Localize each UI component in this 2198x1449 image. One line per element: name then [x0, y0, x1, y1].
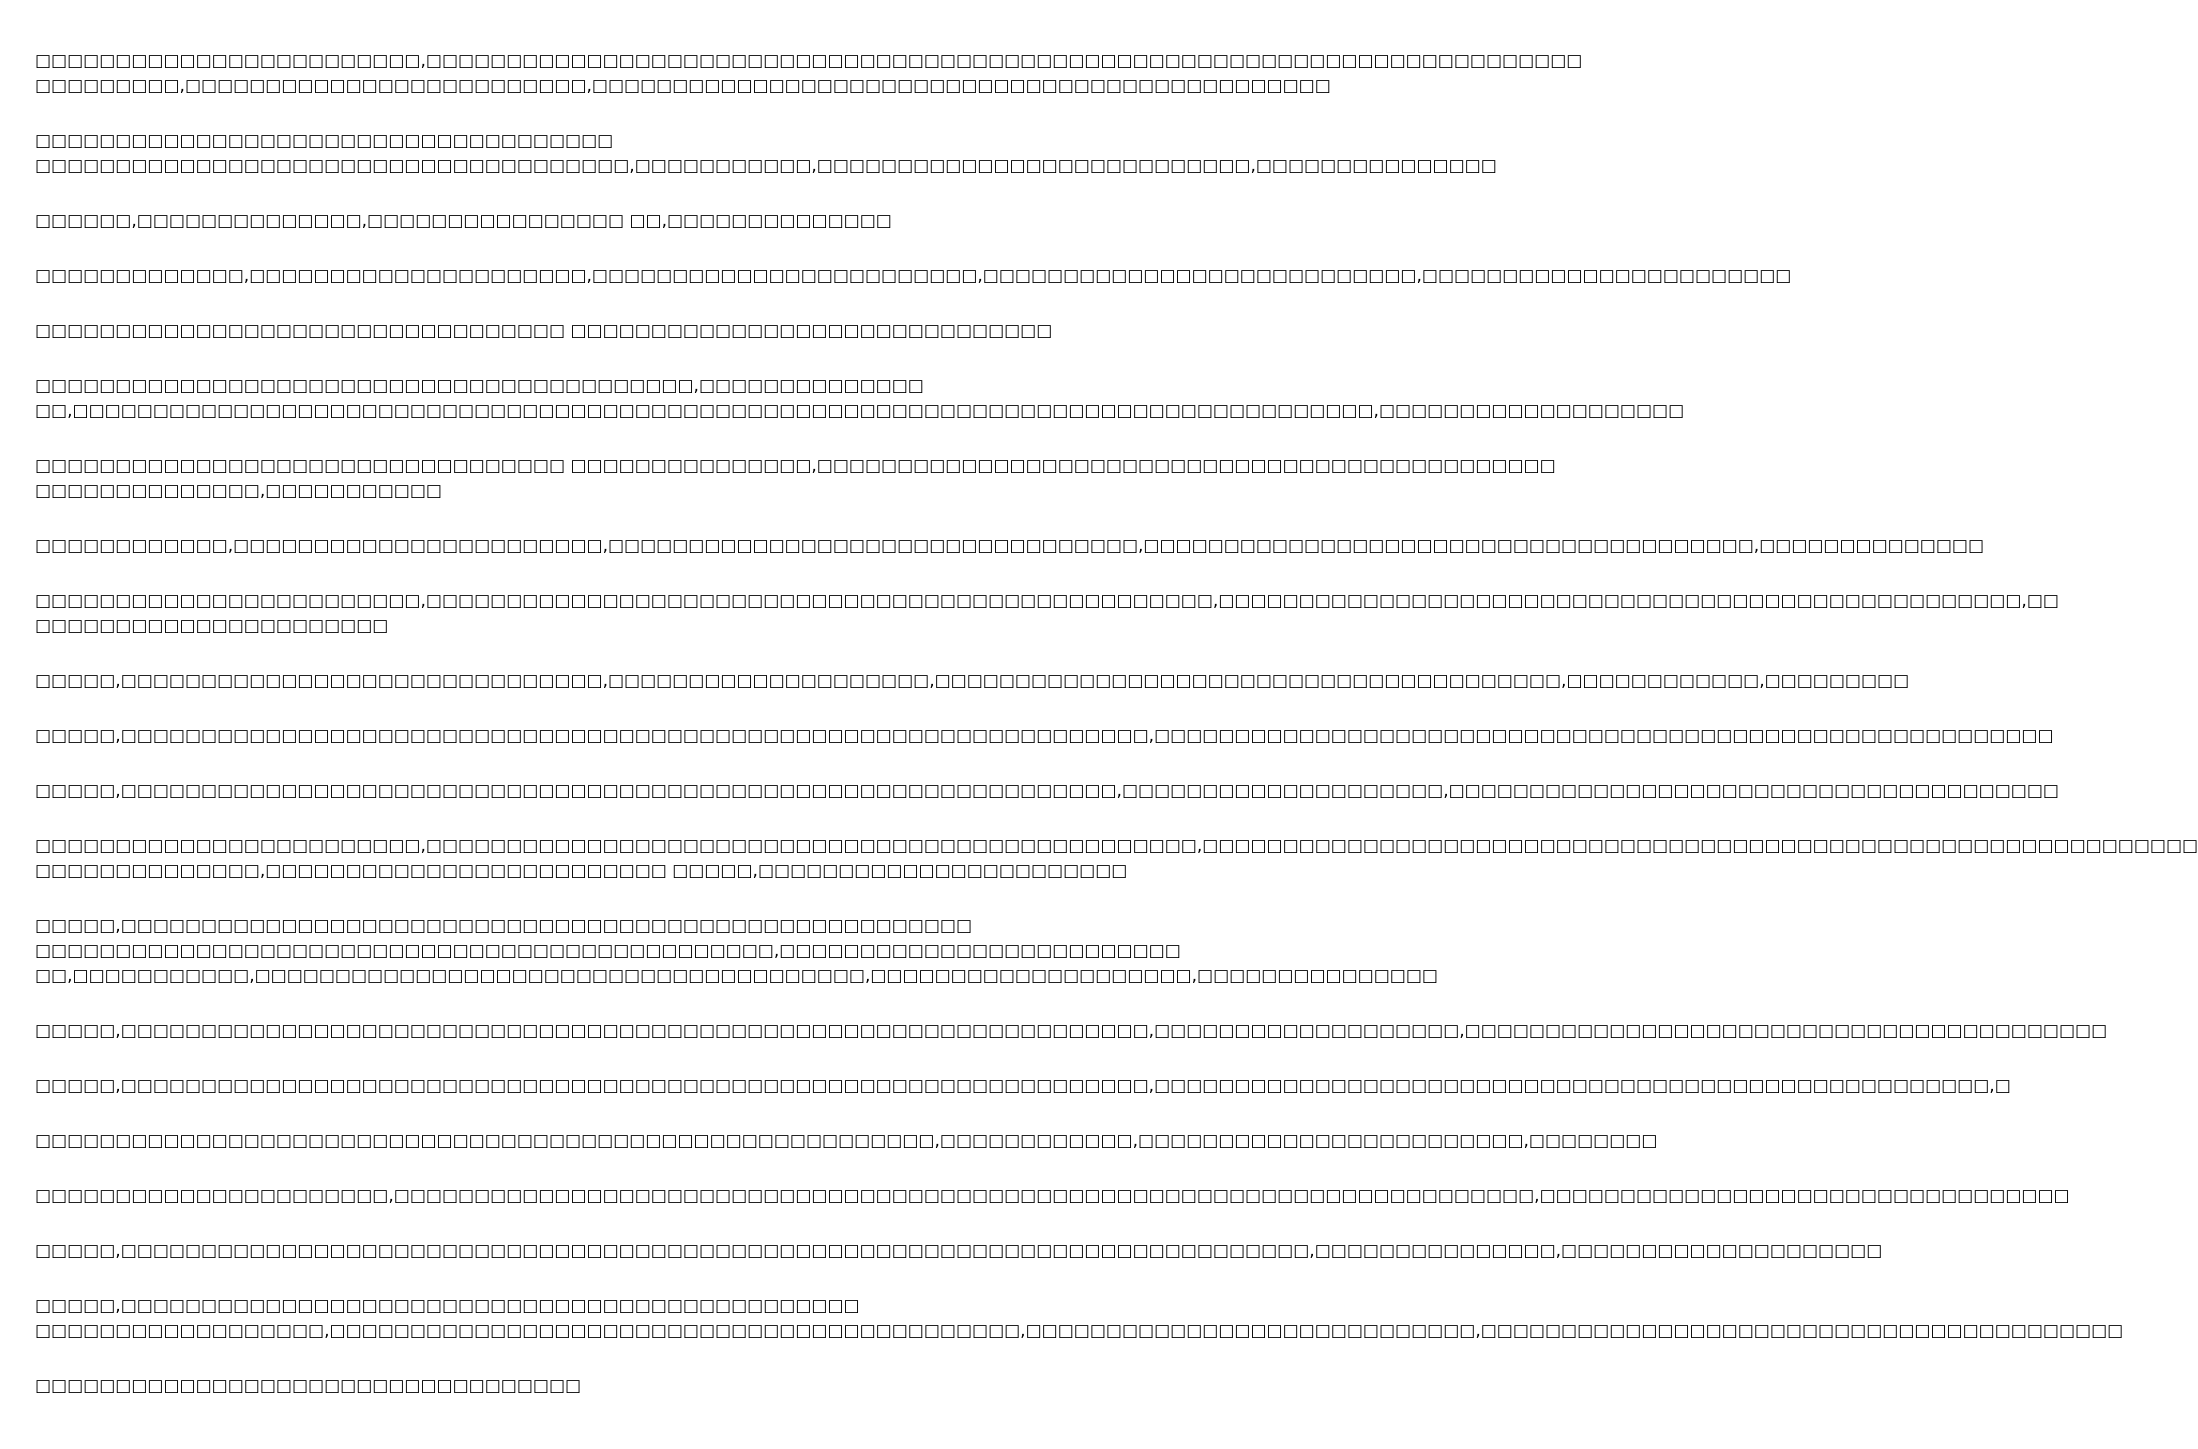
paragraph — [35, 209, 991, 234]
paragraph — [35, 1074, 2011, 1099]
text-line: □□□□□□□□□□□□□□□□□□□□□□□□□□□□□□□□□□□□□□□□□,□□□□□□□□□□□□□□ — [35, 376, 924, 396]
paragraph — [35, 49, 1583, 99]
paragraph — [35, 779, 2059, 804]
text-line: □□□□□,□□□□□□□□□□□□□□□□□□□□□□□□□□□□□□□□□□□□□□□□□□□□□□□□□□□□□□□□□□□□□□□□,□□□□□□□□□□□□□□□□□□□□□□□□□□□□□□□□□□□□□□□□□□□□□□□□□□□□,□ — [35, 1076, 2011, 1096]
paragraph — [35, 669, 1910, 694]
text-line: □□□□□□□□□□□□□□,□□□□□□□□□□□ — [35, 481, 442, 501]
text-line: □□□□□,□□□□□□□□□□□□□□□□□□□□□□□□□□□□□□□□□□□□□□□□□□□□□□□□□□□□□ — [35, 916, 973, 936]
text-line: □□□□□□□□□□□□□□□□□□□□□□□□,□□□□□□□□□□□□□□□□□□□□□□□□□□□□□□□□□□□□□□□□□□□□□□□□□□□□□□□□□□□□□□□□□□□□□□□□ — [35, 51, 1583, 71]
text-line: □□,□□□□□□□□□□□□□□□□□□□□□□□□□□□□□□□□□□□□□□□□□□□□□□□□□□□□□□□□□□□□□□□□□□□□□□□□□□□□□□□□□,□□□□□□□□□□□□□□□□□□□ — [35, 401, 1685, 421]
text-line: □□□□□□□□□□□□,□□□□□□□□□□□□□□□□□□□□□□□,□□□□□□□□□□□□□□□□□□□□□□□□□□□□□□□□□,□□□□□□□□□□□□□□□□□□□□□□□□□□□□□□□□□□□□□□,□□□□□□□□□□□□□□ — [35, 536, 1985, 556]
text-line: □□□□□,□□□□□□□□□□□□□□□□□□□□□□□□□□□□□□,□□□□□□□□□□□□□□□□□□□□,□□□□□□□□□□□□□□□□□□□□□□□□□□□□□□□□□□□□□□□,□□□□□□□□□□□□,□□□□□□□□□ — [35, 671, 1910, 691]
paragraph — [35, 1129, 1658, 1154]
text-line: □□□□□□□□□□□□□□□□□□□□□□□□□□□□□□□□□ □□□□□□□□□□□□□□□,□□□□□□□□□□□□□□□□□□□□□□□□□□□□□□□□□□□□□□□□□□□□□□ — [35, 456, 1556, 476]
paragraph — [35, 454, 1556, 504]
text-line: □□□□□□□□□□□□□□,□□□□□□□□□□□□□□□□□□□□□□□□□ □□□□□,□□□□□□□□□□□□□□□□□□□□□□□ — [35, 861, 1128, 881]
text-line: □□□□□□□□□□□□□,□□□□□□□□□□□□□□□□□□□□□,□□□□□□□□□□□□□□□□□□□□□□□□,□□□□□□□□□□□□□□□□□□□□□□□□□□□,□□□□□□□□□□□□□□□□□□□□□□□ — [35, 266, 1792, 286]
text-line: □□□□□□□□□,□□□□□□□□□□□□□□□□□□□□□□□□□,□□□□□□□□□□□□□□□□□□□□□□□□□□□□□□□□□□□□□□□□□□□□□□ — [35, 76, 1331, 96]
paragraph — [35, 724, 2054, 749]
text-line: □□□□□□□□□□□□□□□□□□□□□□□□□□□□□□□□□□□□□□□□□□□□□□□□□□□□□□□□,□□□□□□□□□□□□,□□□□□□□□□□□□□□□□□□□□□□□□,□□□□□□□□ — [35, 1131, 1658, 1151]
paragraph — [35, 589, 2059, 639]
document-body — [35, 49, 2198, 1429]
text-line: □□□□□□□□□□□□□□□□□□□□□□□□□□□□□□□□□□□□□,□□□□□□□□□□□,□□□□□□□□□□□□□□□□□□□□□□□□□□□,□□□□□□□□□□□□□□□ — [35, 156, 1497, 176]
text-line: □□□□□□,□□□□□□□□□□□□□□,□□□□□□□□□□□□□□□□ □□,□□□□□□□□□□□□□□ — [35, 211, 892, 231]
text-line: □□,□□□□□□□□□□□,□□□□□□□□□□□□□□□□□□□□□□□□□□□□□□□□□□□□□□,□□□□□□□□□□□□□□□□□□□□,□□□□□□□□□□□□□□□ — [35, 966, 1438, 986]
paragraph — [35, 374, 1685, 424]
paragraph — [35, 1019, 2108, 1044]
text-line: □□□□□□□□□□□□□□□□□□□□□□□□□□□□□□□□□□□□□□□□□□□□□□,□□□□□□□□□□□□□□□□□□□□□□□□□ — [35, 941, 1181, 961]
paragraph — [35, 914, 1438, 989]
paragraph — [35, 1184, 2070, 1209]
text-line: □□□□□□□□□□□□□□□□□□,□□□□□□□□□□□□□□□□□□□□□□□□□□□□□□□□□□□□□□□□□□□,□□□□□□□□□□□□□□□□□□□□□□□□□□□□,□□□□□□□□□□□□□□□□□□□□□□□□□□□□□□□□□□□□□□□□ — [35, 1321, 2124, 1341]
text-line: □□□□□,□□□□□□□□□□□□□□□□□□□□□□□□□□□□□□□□□□□□□□□□□□□□□□□□□□□□□□□□□□□□□□,□□□□□□□□□□□□□□□□□□□□,□□□□□□□□□□□□□□□□□□□□□□□□□□□□□□□□□□□□□□ — [35, 781, 2059, 801]
paragraph — [35, 834, 2198, 884]
text-line: □□□□□,□□□□□□□□□□□□□□□□□□□□□□□□□□□□□□□□□□□□□□□□□□□□□□ — [35, 1296, 860, 1316]
paragraph — [35, 319, 1053, 344]
text-line: □□□□□□□□□□□□□□□□□□□□□□,□□□□□□□□□□□□□□□□□□□□□□□□□□□□□□□□□□□□□□□□□□□□□□□□□□□□□□□□□□□□□□□□□□□□□□□,□□□□□□□□□□□□□□□□□□□□□□□□□□□□□□□□□ — [35, 1186, 2070, 1206]
text-line: □□□□□,□□□□□□□□□□□□□□□□□□□□□□□□□□□□□□□□□□□□□□□□□□□□□□□□□□□□□□□□□□□□□□□□□□□□□□□□□□,□□□□□□□□□□□□□□□,□□□□□□□□□□□□□□□□□□□□ — [35, 1241, 1883, 1261]
text-line: □□□□□□□□□□□□□□□□□□□□□□ — [35, 616, 389, 636]
paragraph — [35, 1374, 991, 1399]
paragraph — [35, 1294, 2124, 1344]
text-line: □□□□□□□□□□□□□□□□□□□□□□□□□□□□□□□□□□□□ — [35, 131, 614, 151]
text-line: □□□□□□□□□□□□□□□□□□□□□□□□,□□□□□□□□□□□□□□□□□□□□□□□□□□□□□□□□□□□□□□□□□□□□□□□□□,□□□□□□□□□□□□□□□□□□□□□□□□□□□□□□□□□□□□□□□□□□□□□□□□□□,□□ — [35, 591, 2059, 611]
text-line: □□□□□,□□□□□□□□□□□□□□□□□□□□□□□□□□□□□□□□□□□□□□□□□□□□□□□□□□□□□□□□□□□□□□□□,□□□□□□□□□□□□□□□□□□□,□□□□□□□□□□□□□□□□□□□□□□□□□□□□□□□□□□□□□□□□ — [35, 1021, 2108, 1041]
paragraph — [35, 129, 1497, 179]
text-line: □□□□□,□□□□□□□□□□□□□□□□□□□□□□□□□□□□□□□□□□□□□□□□□□□□□□□□□□□□□□□□□□□□□□□□,□□□□□□□□□□□□□□□□□□□□□□□□□□□□□□□□□□□□□□□□□□□□□□□□□□□□□□□□ — [35, 726, 2054, 746]
text-line: □□□□□□□□□□□□□□□□□□□□□□□□,□□□□□□□□□□□□□□□□□□□□□□□□□□□□□□□□□□□□□□□□□□□□□□□□,□□□□□□□□□□□□□□□□□□□□□□□□□□□□□□□□□□□□□□□□□□□□□□□□□□□□□□□□□□□□□□ — [35, 836, 2198, 856]
paragraph — [35, 264, 1792, 289]
paragraph — [35, 1239, 1883, 1264]
text-line: □□□□□□□□□□□□□□□□□□□□□□□□□□□□□□□□□□ — [35, 1376, 582, 1396]
paragraph — [35, 534, 1985, 559]
text-line: □□□□□□□□□□□□□□□□□□□□□□□□□□□□□□□□□ □□□□□□□□□□□□□□□□□□□□□□□□□□□□□□ — [35, 321, 1053, 341]
